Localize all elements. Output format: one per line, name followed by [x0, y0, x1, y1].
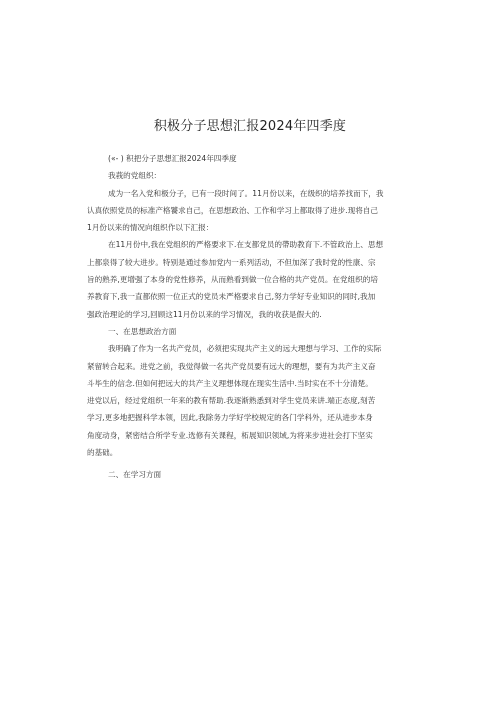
paragraph-line: 的基础。: [87, 448, 118, 458]
section-heading-political: 一、在思想政治方面: [108, 326, 177, 336]
paragraph-line: 紧留转合起来。进党之前，我觉得做一名共产党员要有远大的理想，要有为共产主义奋: [87, 361, 376, 371]
paragraph-line: 1月份以来的情况向组织作以下汇报：: [87, 223, 214, 233]
paragraph-line: 养教育下,我一直都依照一位正式的党员未严格要求自己,努力学好专业知识的同时,我加: [87, 292, 376, 302]
document-body: [87, 150, 417, 484]
paragraph-line: 旨的熟养,更增强了本身的党性修养，从而熟看到做一位合格的共产党员。在党组织的培: [87, 275, 378, 285]
paragraph-line: 我明确了作为一名共产党员，必须把实现共产主义的远大理想与学习、工作的实际: [108, 344, 382, 354]
paragraph-line: 学习,更多地把握科学本领，因此,我除务力学好学校规定的各门学科外，还从进步本身: [87, 413, 373, 423]
paragraph-line: 在11月份中,我在党组织的严格要求下.在支都党员的帶助教育下.不管政治上、思想: [108, 240, 384, 250]
salutation: 我莪的党组织：: [108, 171, 162, 181]
paragraph-line: 角度动身，紧密结合所学专业.选修有关课程，柘展知识领域,为将来步进社会打下坚实: [87, 430, 373, 440]
document-title: 积极分子思想汇报2024年四季度: [153, 119, 347, 134]
section-heading-study: 二、在学习方面: [108, 470, 162, 480]
document-subtitle: («- ) 积把分子思想汇报2024年四季度: [108, 154, 237, 163]
paragraph-line: 成为一名入党和极分子，已有一段时间了。11月份以来，在级织的培养找而下，我: [108, 188, 384, 198]
paragraph-line: 强政治理论的学习,回顾这11月份以来的学习情况，我的收获是假大的.: [87, 309, 322, 319]
paragraph-line: 斗毕生的信念.但如何把远大的共产主义理想体现在现实生活中.当时实在不十分清楚。: [87, 378, 373, 388]
paragraph-line: 进党以后，经过党组织一年来的教有帮助.我逐渐熟悉到对学生党员来讲.端正态度,刻苦: [87, 396, 376, 406]
paragraph-line: 上都泉得了较大进步。特别是通过参加党内一系列活动，不但加深了我时党的性康、宗: [87, 257, 376, 267]
paragraph-line: 认真依照党员的标准产格饕求自己，在思想政治、工作和学习上都取得了进步.现将自己: [87, 205, 378, 215]
